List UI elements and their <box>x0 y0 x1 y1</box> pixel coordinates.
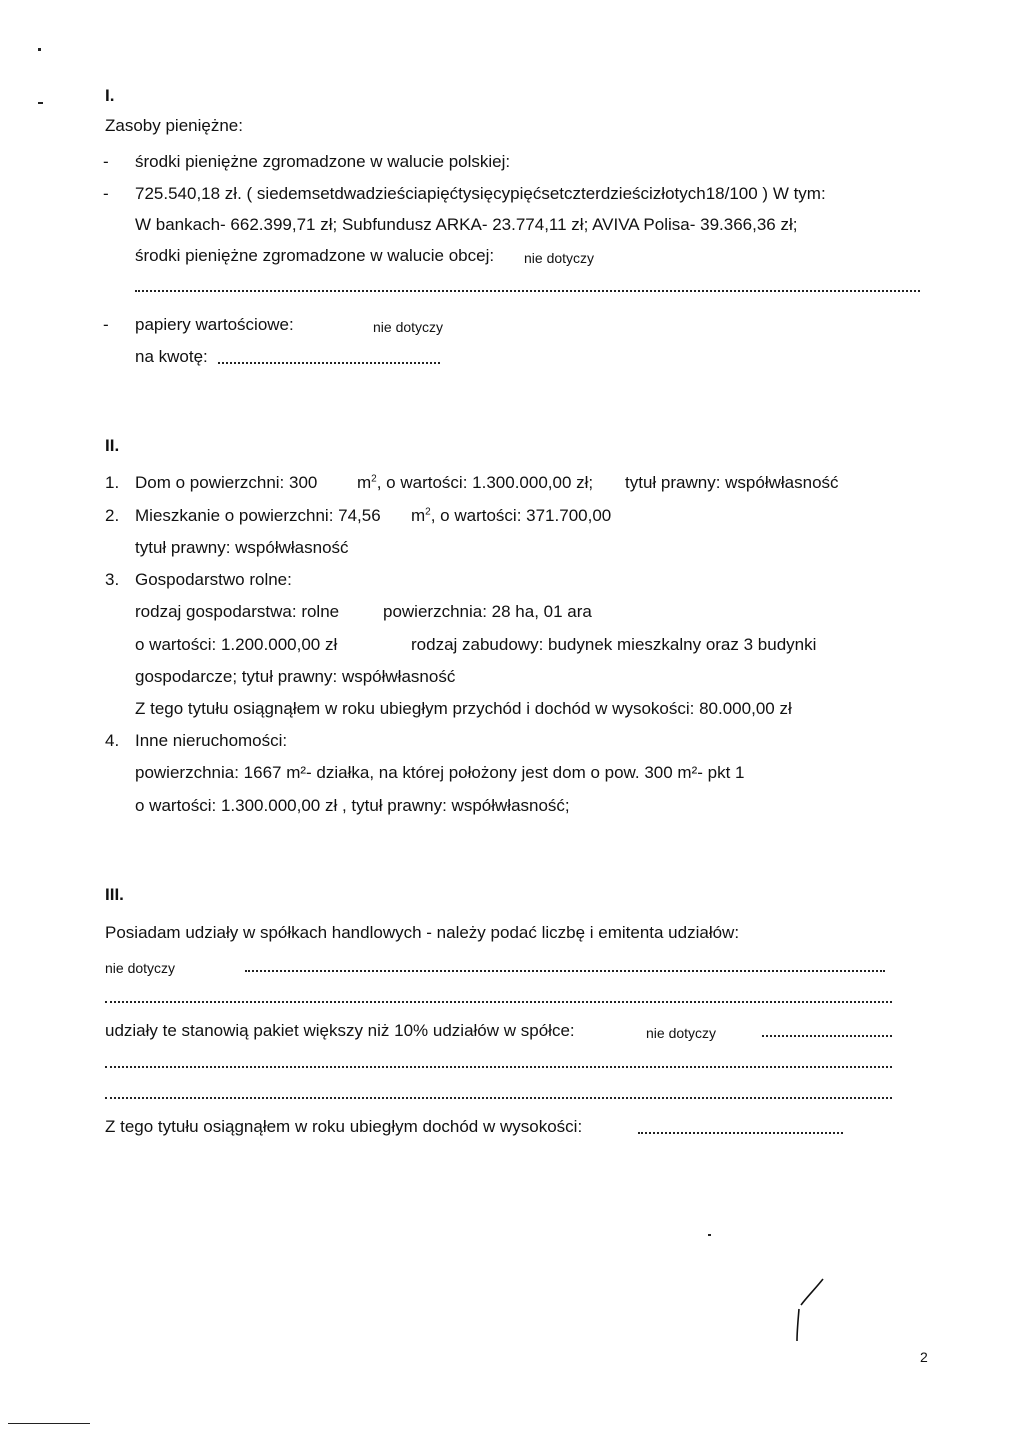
pln-funds-amount: 725.540,18 zł. ( siedemsetdwadzieściapięćtysięcypięćsetczterdzieścizłotych18/100 ) W tym: <box>135 184 826 203</box>
farm-label: Gospodarstwo rolne: <box>135 570 292 589</box>
house-area: Dom o powierzchni: 300 <box>135 473 318 492</box>
amount-label: na kwotę: <box>135 347 208 366</box>
farm-buildings-cont: gospodarcze; tytuł prawny: współwłasność <box>135 667 456 686</box>
signature-mark <box>785 1275 835 1345</box>
item-number: 3. <box>105 570 120 589</box>
dotted-line <box>135 290 920 292</box>
dotted-line <box>762 1035 892 1037</box>
dotted-line <box>245 970 885 972</box>
flat-title: tytuł prawny: współwłasność <box>135 538 349 557</box>
farm-area: powierzchnia: 28 ha, 01 ara <box>383 602 592 621</box>
section-i-heading: Zasoby pieniężne: <box>105 116 243 135</box>
shares-income-label: Z tego tytułu osiągnąłem w roku ubiegłym dochód w wysokości: <box>105 1117 583 1136</box>
area-unit: $m^2$, o wartości: 371.700,00 <box>411 506 612 525</box>
other-property-area: powierzchnia: 1667 m²- działka, na której położony jest dom o pow. 300 m²- pkt 1 <box>135 763 745 782</box>
list-dash: - <box>103 152 109 171</box>
shares-package-label: udziały te stanowią pakiet większy niż 10% udziałów w spółce: <box>105 1021 575 1040</box>
dotted-line <box>105 1066 892 1068</box>
footer-rule <box>8 1423 90 1424</box>
other-property-label: Inne nieruchomości: <box>135 731 288 750</box>
dotted-line <box>105 1097 892 1099</box>
pln-funds-breakdown: W bankach- 662.399,71 zł; Subfundusz ARKA- 23.774,11 zł; AVIVA Polisa- 39.366,36 zł; <box>135 215 798 234</box>
shares-value: nie dotyczy <box>105 960 176 976</box>
foreign-funds-label: środki pieniężne zgromadzone w walucie obcej: <box>135 246 495 265</box>
item-number: 2. <box>105 506 120 525</box>
securities-value: nie dotyczy <box>373 319 444 335</box>
section-ii-numeral: II. <box>105 436 120 455</box>
stray-dot <box>38 48 41 51</box>
farm-buildings: rodzaj zabudowy: budynek mieszkalny oraz 3 budynki <box>411 635 817 654</box>
stray-dot <box>708 1234 711 1236</box>
area-unit: $m^2$, o wartości: 1.300.000,00 zł; <box>357 473 594 492</box>
house-title: tytuł prawny: współwłasność <box>625 473 839 492</box>
dotted-line <box>638 1132 843 1134</box>
other-property-value: o wartości: 1.300.000,00 zł , tytuł prawny: współwłasność; <box>135 796 570 815</box>
flat-area: Mieszkanie o powierzchni: 74,56 <box>135 506 381 525</box>
dotted-line <box>105 1001 892 1003</box>
securities-label: papiery wartościowe: <box>135 315 294 334</box>
item-number: 1. <box>105 473 120 492</box>
shares-label: Posiadam udziały w spółkach handlowych - należy podać liczbę i emitenta udziałów: <box>105 923 740 942</box>
stray-dot <box>38 102 43 104</box>
farm-income: Z tego tytułu osiągnąłem w roku ubiegłym przychód i dochód w wysokości: 80.000,00 zł <box>135 699 792 718</box>
page-number: 2 <box>920 1349 928 1365</box>
list-dash: - <box>103 315 109 334</box>
list-dash: - <box>103 184 109 203</box>
farm-value: o wartości: 1.200.000,00 zł <box>135 635 338 654</box>
dotted-line <box>218 362 440 364</box>
foreign-funds-value: nie dotyczy <box>524 250 595 266</box>
item-number: 4. <box>105 731 120 750</box>
pln-funds-label: środki pieniężne zgromadzone w walucie polskiej: <box>135 152 511 171</box>
section-iii-numeral: III. <box>105 885 124 904</box>
section-i-numeral: I. <box>105 86 115 105</box>
shares-package-value: nie dotyczy <box>646 1025 717 1041</box>
farm-type: rodzaj gospodarstwa: rolne <box>135 602 340 621</box>
